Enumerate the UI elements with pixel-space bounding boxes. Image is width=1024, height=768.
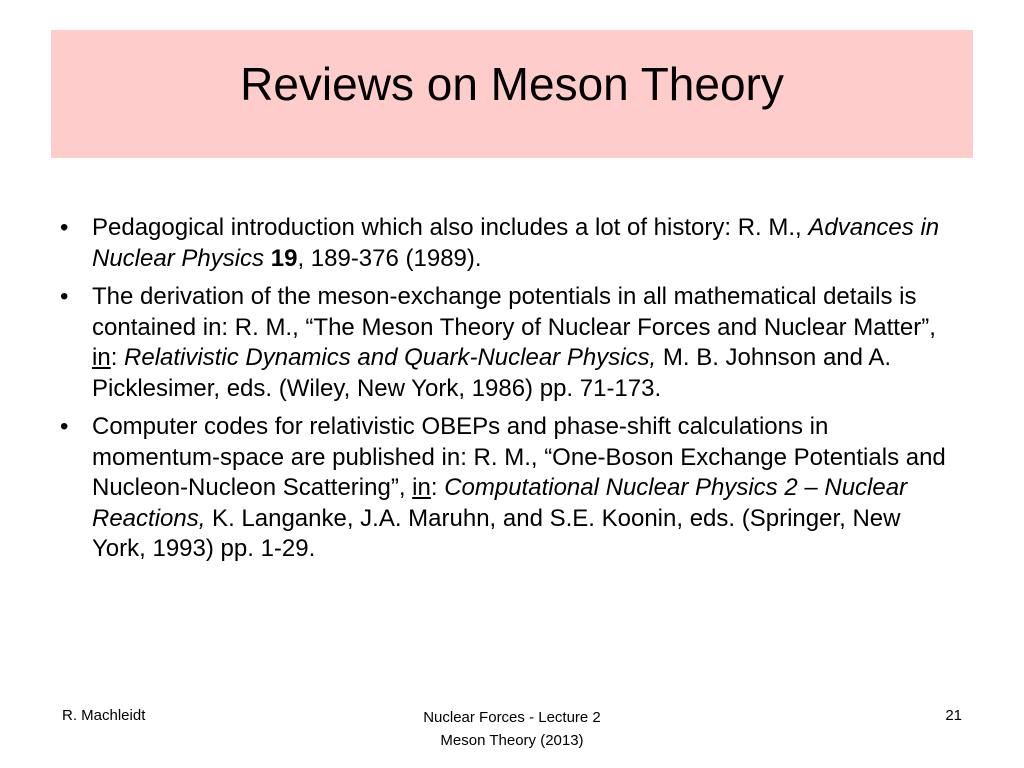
bullet-text: : (430, 474, 445, 501)
book-title: Relativistic Dynamics and Quark-Nuclear Physics, (124, 344, 657, 371)
footer-course-line1: Nuclear Forces - Lecture 2 (423, 709, 601, 726)
bullet-icon: • (60, 283, 69, 310)
title-banner (51, 30, 973, 158)
journal-title: Advances in Nuclear Physics (92, 214, 940, 272)
slide-title: Reviews on Meson Theory (240, 58, 784, 110)
underlined-in: in (92, 344, 111, 371)
bullet-text: M. B. Johnson and A. Picklesimer, eds. (Wiley, New York, 1986) pp. 71-173. (92, 344, 892, 402)
bullet-icon: • (60, 413, 69, 440)
bullet-text (264, 245, 271, 272)
bullet-item (60, 213, 960, 274)
footer-author: R. Machleidt (62, 707, 146, 724)
footer-course-line2: Meson Theory (2013) (440, 732, 584, 749)
volume-number: 19 (270, 244, 298, 272)
bullet-list (60, 213, 960, 573)
underlined-in: in (412, 474, 431, 501)
book-title: Computational Nuclear Physics 2 – Nuclear Reactions, (92, 474, 908, 532)
footer-page-number: 21 (945, 707, 962, 724)
bullet-text: Pedagogical introduction which also includes a lot of history: R. M., (92, 214, 809, 241)
bullet-text: : (110, 344, 125, 371)
bullet-text: , 189-376 (1989). (297, 244, 482, 272)
bullet-item (60, 282, 960, 404)
bullet-item (60, 412, 960, 565)
bullet-text: The derivation of the meson-exchange potentials in all mathematical details is contained in: R. M., “The Meson Theory of Nuclear Forces and Nuclear Matter”, (92, 283, 936, 341)
bullet-text: K. Langanke, J.A. Maruhn, and S.E. Koonin, eds. (Springer, New York, 1993) pp. 1-29. (92, 504, 901, 562)
bullet-text: Computer codes for relativistic OBEPs and phase-shift calculations in momentum-space are published in: R. M., “One-Boson Exchange Potentials and Nucleon-Nucleon Scattering”, (92, 413, 946, 501)
bullet-icon: • (60, 214, 69, 241)
footer-course (350, 706, 674, 752)
